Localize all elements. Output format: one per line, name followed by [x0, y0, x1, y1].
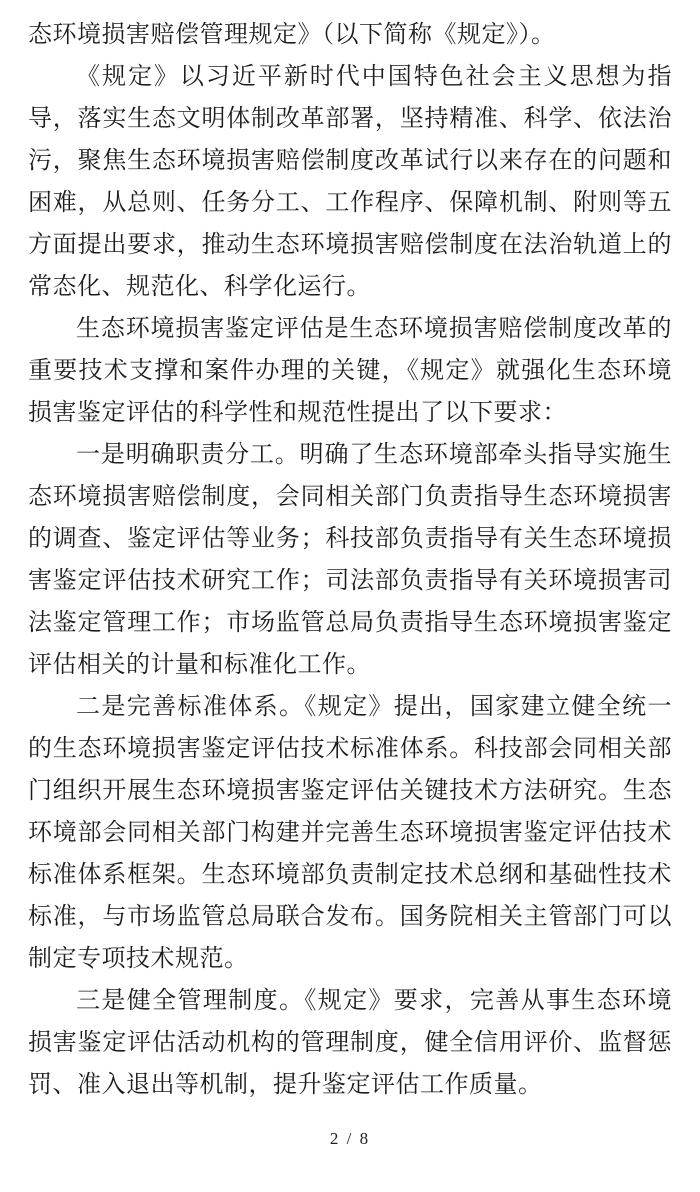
page-number: 2 / 8 [329, 1129, 371, 1148]
paragraph-point-one-duties: 一是明确职责分工。明确了生态环境部牵头指导实施生态环境损害赔偿制度，会同相关部门负责指导生态环境损害的调查、鉴定评估等业务；科技部负责指导有关生态环境损害鉴定评估技术研究工作；司法部负责指导有关环境损害司法鉴定管理工作；市场监管总局负责指导生态环境损害鉴定评估相关的计量和标准化工作。 [28, 442, 672, 678]
paragraph-guiding-ideology: 《规定》以习近平新时代中国特色社会主义思想为指导，落实生态文明体制改革部署，坚持精准、科学、依法治污，聚焦生态环境损害赔偿制度改革试行以来存在的问题和困难，从总则、任务分工、工作程序、保障机制、附则等五方面提出要求，推动生态环境损害赔偿制度在法治轨道上的常态化、规范化、科学化运行。 [28, 64, 672, 300]
document-body [28, 14, 672, 1106]
paragraph-continuation: 态环境损害赔偿管理规定》（以下简称《规定》）。 [28, 22, 556, 48]
paragraph-point-three-management: 三是健全管理制度。《规定》要求，完善从事生态环境损害鉴定评估活动机构的管理制度，健全信用评价、监督惩罚、准入退出等机制，提升鉴定评估工作质量。 [28, 988, 672, 1098]
paragraph-point-two-standards: 二是完善标准体系。《规定》提出，国家建立健全统一的生态环境损害鉴定评估技术标准体系。科技部会同相关部门组织开展生态环境损害鉴定评估关键技术方法研究。生态环境部会同相关部门构建并完善生态环境损害鉴定评估技术标准体系框架。生态环境部负责制定技术总纲和基础性技术标准，与市场监管总局联合发布。国务院相关主管部门可以制定专项技术规范。 [28, 694, 672, 972]
paragraph-assessment-intro: 生态环境损害鉴定评估是生态环境损害赔偿制度改革的重要技术支撑和案件办理的关键，《规定》就强化生态环境损害鉴定评估的科学性和规范性提出了以下要求： [28, 316, 672, 426]
